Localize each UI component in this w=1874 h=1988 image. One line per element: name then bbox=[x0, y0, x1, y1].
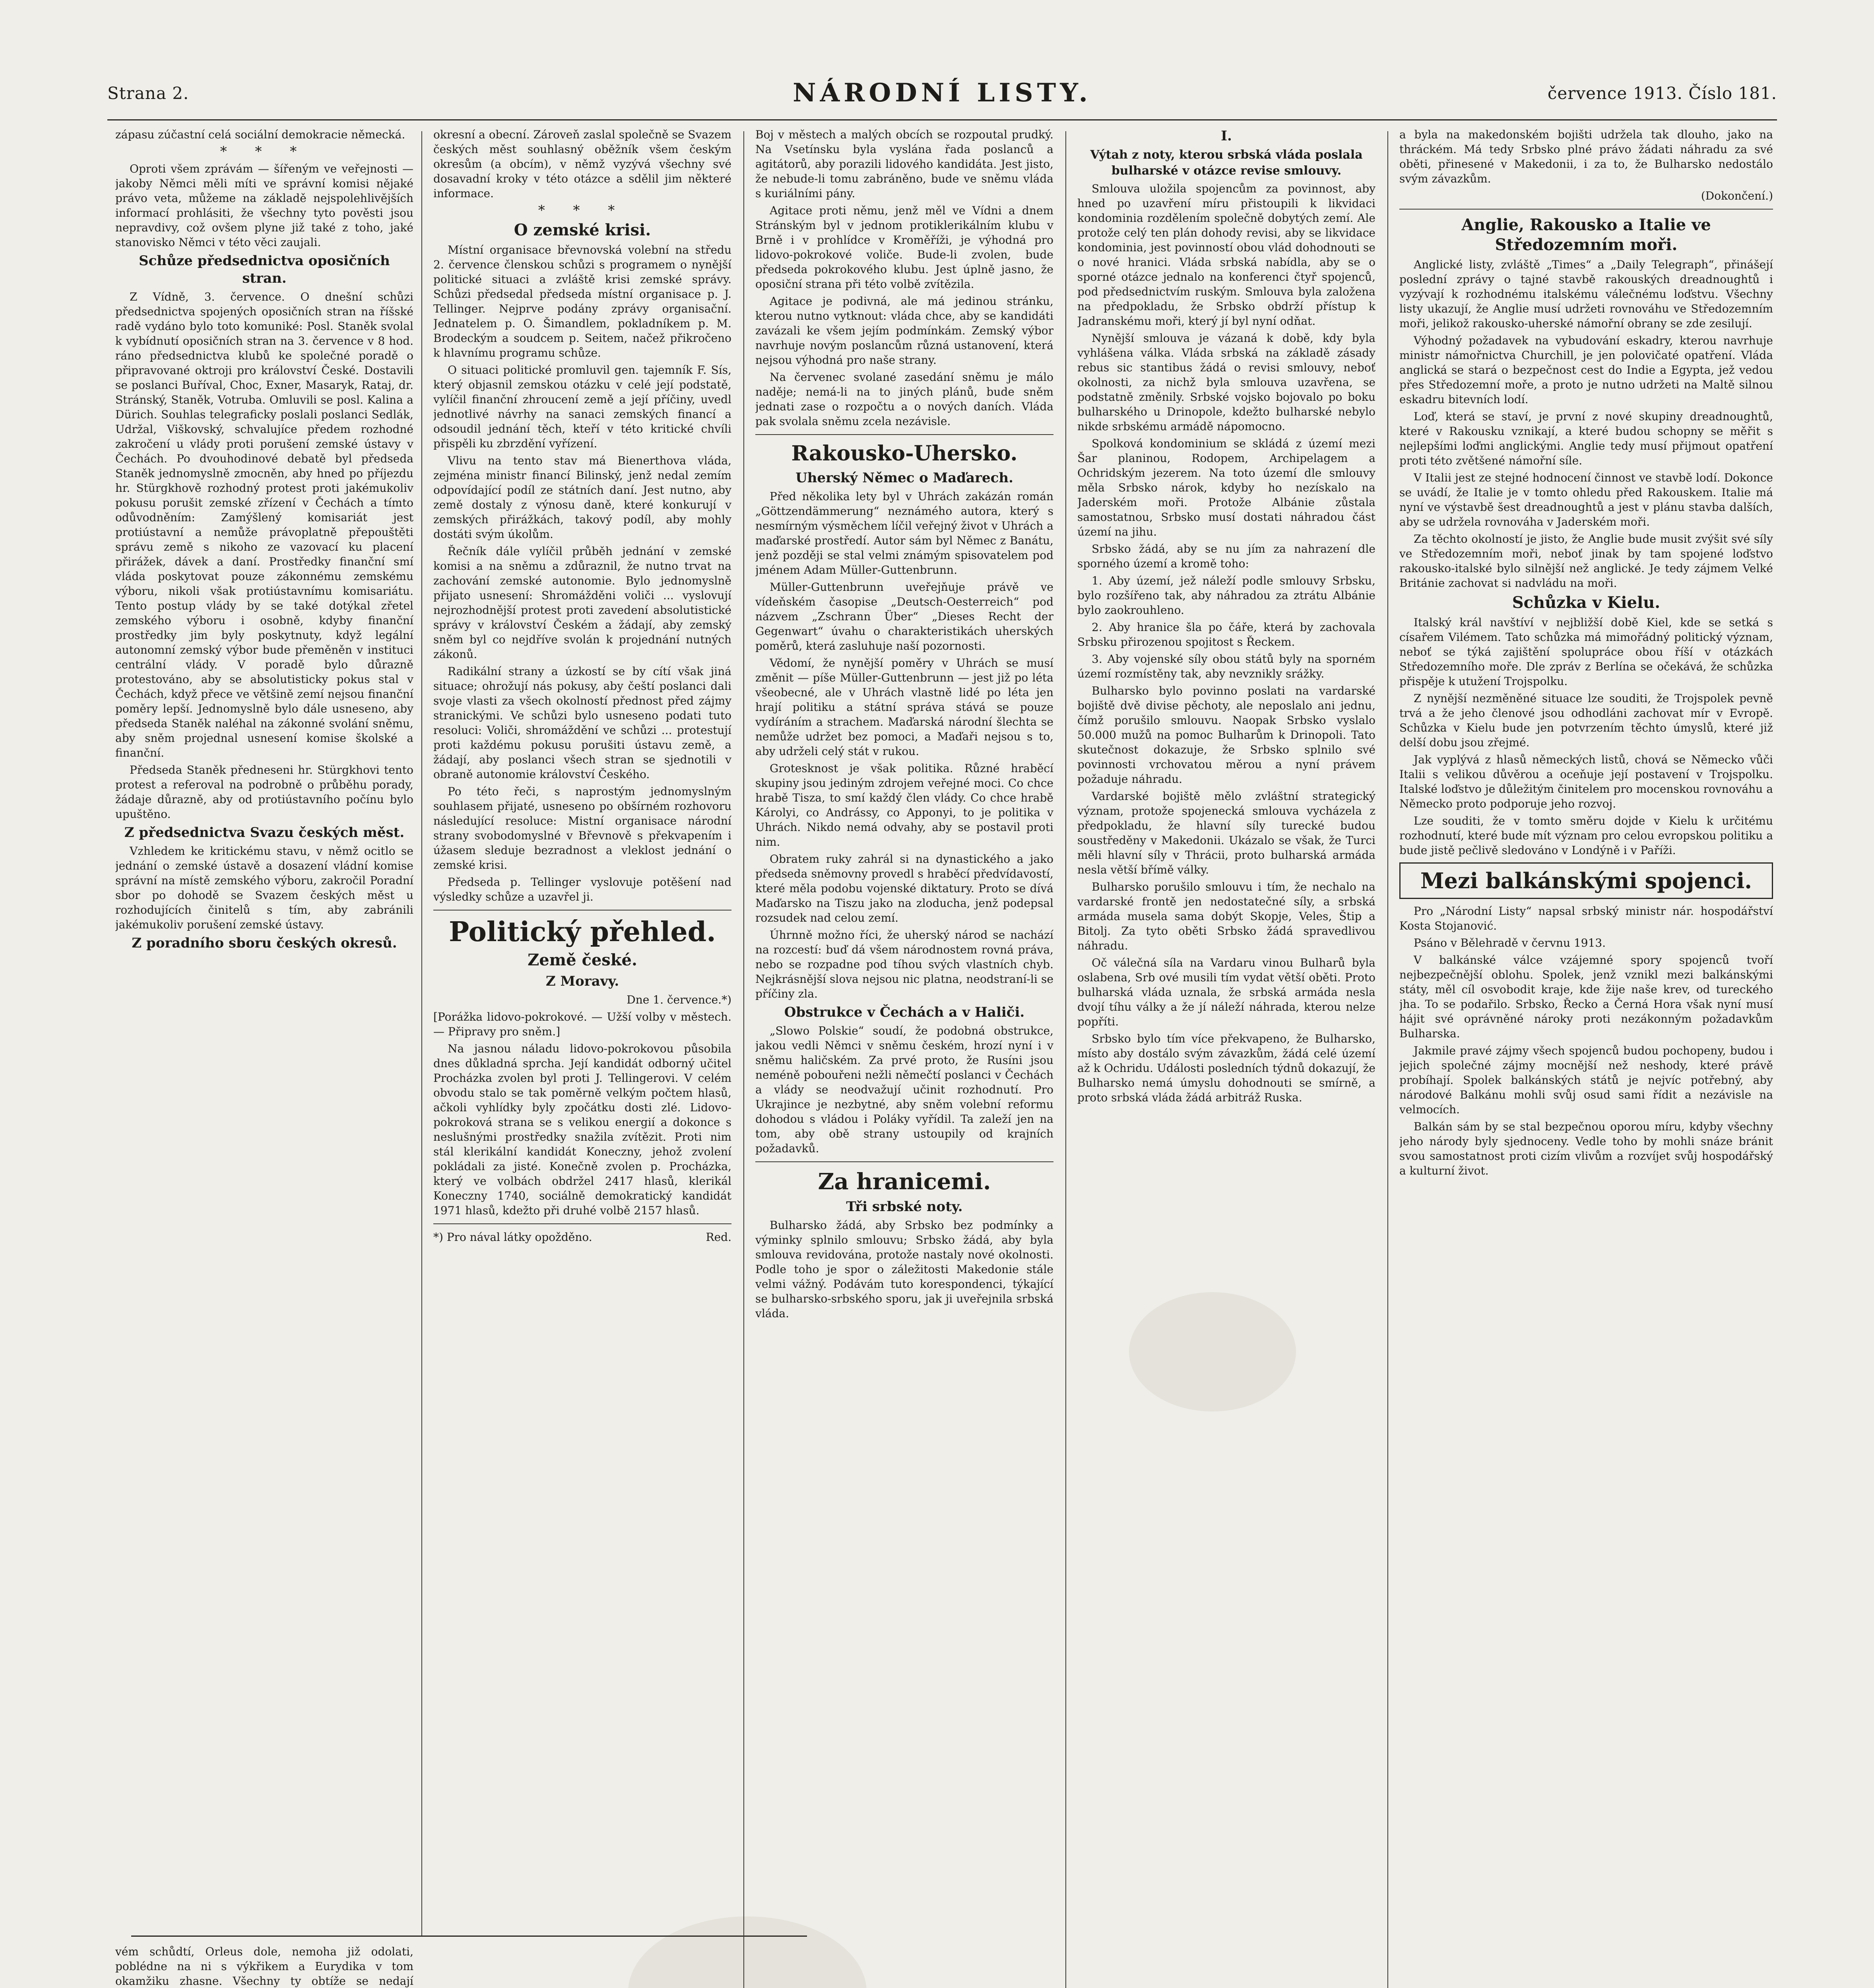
feuilleton bbox=[115, 1944, 413, 1988]
section-title: Za hranicemi. bbox=[818, 1169, 991, 1195]
footnote-text: *) Pro nával látky opožděno. bbox=[433, 1231, 592, 1244]
paragraph: Předseda Staněk předneseni hr. Stürgkhovi tento protest a referoval na podrobně o průběhu porady, žádaje důrazně, aby od protiústavního počínu bylo upuštěno. bbox=[115, 763, 413, 821]
paragraph: okresní a obecní. Zároveň zaslal společně se Svazem českých měst souhlasný oběžník všem českým okresům (a obcím), v němž vyzývá všechny své dosavadní kroky v této otázce a sdělil jim některé informace. bbox=[433, 128, 731, 200]
newspaper-title: NÁRODNÍ LISTY. bbox=[793, 78, 1092, 108]
paragraph: Balkán sám by se stal bezpečnou oporou míru, kdyby všechny jeho národy byly sjednoceny. Vedle toho by mohli snáze bránit svou samostatnost proti cizím vlivům a rozvíjet svůj hospodářský a kulturní život. bbox=[1399, 1120, 1773, 1177]
paragraph: Srbsko bylo tím více překvapeno, že Bulharsko, místo aby dostálo svým závazkům, žádá celé území až k Ochridu. Události posledních týdnů dokazují, že Bulharsko nemá úmyslu dohodnouti se smírně, a proto srbská vláda žádá arbitráž Ruska. bbox=[1077, 1032, 1375, 1104]
article-heading: Anglie, Rakousko a Italie ve Středozemním moři. bbox=[1461, 215, 1711, 254]
paragraph: Úhrnně možno říci, že uherský národ se nachází na rozcestí: buď dá všem národnostem rovná práva, nebo se rozpadne pod tíhou svých vlastních chyb. Nejkrásnější slova nejsou nic platna, neodstraní-li se příčiny zla. bbox=[755, 928, 1053, 1000]
paragraph: Oproti všem zprávám — šířeným ve veřejnosti — jakoby Němci měli míti ve správní komisi nějaké právo veta, můžeme na základě nejspolehlivějších informací prohlásiti, že všechny tyto pověsti jsou nepravdivy, což ovšem plyne již také z toho, jaké stanovisko Němci v této věci zaujali. bbox=[115, 162, 413, 249]
footnote-signature: Red. bbox=[706, 1231, 731, 1244]
column-separator bbox=[421, 131, 422, 1936]
section-rule bbox=[433, 910, 731, 911]
column-3 bbox=[755, 127, 1053, 1988]
paragraph: Oč válečná síla na Vardaru vinou Bulharů byla oslabena, Srb ové musili tím vydat větší oběti. Proto bulharská vláda uznala, že srbská armáda nesla dvojí tíhu války a že jí náleží náhrada, kterou nelze popříti. bbox=[1077, 956, 1375, 1028]
paragraph: Jakmile pravé zájmy všech spojenců budou pochopeny, budou i jejich společné zájmy mocnější než neshody, které právě probíhají. Spolek balkánských států je nejvíc potřebný, aby národové Balkánu mohli svůj osud sami řídit a nezávisle na velmocích. bbox=[1399, 1044, 1773, 1116]
dateline: Z Moravy. bbox=[545, 973, 619, 989]
paragraph: Bulharsko bylo povinno poslati na vardarské bojiště dvě divise pěchoty, ale neposlalo ani jednu, čímž porušilo smlouvu. Naopak Srbsko vyslalo 50.000 mužů na pomoc Bulharům k Drinopoli. Tato skutečnost dokazuje, že Srbsko splnilo své povinnosti vrchovatou měrou a nyní právem požaduje náhradu. bbox=[1077, 684, 1375, 786]
article-heading: Z poradního sboru českých okresů. bbox=[132, 935, 397, 951]
paragraph: Z nynější nezměněné situace lze souditi, že Trojspolek pevně trvá a že jeho členové jsou odhodláni zachovat mír v Evropě. Schůzka v Kielu bude jen potvrzením těchto úmyslů, které již delší dobu jsou zřejmé. bbox=[1399, 692, 1773, 749]
section-title: Mezi balkánskými spojenci. bbox=[1420, 868, 1752, 893]
paragraph: Předseda p. Tellinger vyslovuje potěšení nad výsledky schůze a uzavřel ji. bbox=[433, 876, 731, 903]
issue-date: července 1913. Číslo 181. bbox=[1547, 83, 1777, 103]
paragraph: V Italii jest ze stejné hodnocení činnost ve stavbě lodí. Dokonce se uvádí, že Italie je v tomto ohledu před Rakouskem. Italie má nyní ve výstavbě šest dreadnoughtů a jest v plánu stavba dalších, aby se udržela rovnováha v Jaderském moři. bbox=[1399, 471, 1773, 528]
paragraph: Výhodný požadavek na vybudování eskadry, kterou navrhuje ministr námořnictva Churchill, je jen polovičaté opatření. Vláda anglická se stará o bezpečnost cest do Indie a Egypta, jež vedou přes Středozemní moře, a proto je nutno udržeti na Maltě silnou eskadru bitevních lodí. bbox=[1399, 334, 1773, 406]
paragraph: Müller-Guttenbrunn uveřejňuje právě ve vídeňském časopise „Deutsch-Oesterreich“ pod názvem „Zschrann Über“ „Dieses Recht der Gegenwart“ úvahu o charakteristikách uherských poměrů, která zasluhuje naší pozornosti. bbox=[755, 580, 1053, 652]
paragraph: Agitace je podivná, ale má jedinou stránku, kterou nutno vytknout: vláda chce, aby se kandidáti zavázali ke všem jejím podmínkám. Zemský výbor navrhuje novým poslancům různá ustanovení, která nejsou výhodná pro naše strany. bbox=[755, 295, 1053, 367]
column-1 bbox=[115, 127, 413, 1988]
dateline-date: Dne 1. července.*) bbox=[627, 993, 731, 1006]
article-heading: Schůzka v Kielu. bbox=[1512, 593, 1661, 612]
column-separator bbox=[1065, 131, 1066, 1988]
list-item: 2. Aby hranice šla po čáře, která by zachovala Srbsku přirozenou spojitost s Řeckem. bbox=[1077, 621, 1375, 648]
column-5 bbox=[1399, 127, 1773, 1988]
paragraph: Spolková kondominium se skládá z území mezi Šar planinou, Rodopem, Archipelagem a Ochridským jezerem. Na toto území dle smlouvy měla Srbsko nárok, kdyby ho nezískalo na Jaderském moři. Protože Albánie zůstala samostatnou, Srbsko musí dostati náhradou část území na jihu. bbox=[1077, 437, 1375, 538]
paragraph: Jak vyplývá z hlasů německých listů, chová se Německo vůči Italii s velikou důvěrou a oceňuje její postavení v Trojspolku. Italské loďstvo je důležitým činitelem pro mocenskou rovnováhu a Německo proto podporuje jeho rozvoj. bbox=[1399, 753, 1773, 810]
paragraph: Srbsko žádá, aby se nu jím za nahrazení dle sporného území a kromě toho: bbox=[1077, 542, 1375, 570]
paragraph: a byla na makedonském bojišti udržela tak dlouho, jako na thráckém. Má tedy Srbsko plné právo žádati náhradu za své oběti, přinesené v Makedonii, i za to, že Bulharsko nedostálo svým závazkům. bbox=[1399, 128, 1773, 185]
paragraph: Psáno v Bělehradě v červnu 1913. bbox=[1414, 936, 1606, 949]
paragraph: Agitace proti němu, jenž měl ve Vídni a dnem Stránským byl v jednom protiklerikálním klubu v Brně i v prohlídce v Kroměříži, je výhodná pro lidovo-pokrokové voliče. Bude-li zvolen, bude předseda pokrokového klubu. Jest úplně jasno, že oposiční strana při této volbě zvítězila. bbox=[755, 204, 1053, 291]
summary-brackets: [Porážka lidovo-pokrokové. — Užší volby v městech. — Připravy pro sněm.] bbox=[433, 1010, 731, 1038]
paragraph: Italský král navštíví v nejbližší době Kiel, kde se setká s císařem Vilémem. Tato schůzka má mimořádný politický význam, neboť se týká zajištění spolupráce obou říší v otázkách Středozemního moře. Dle zpráv z Berlína se očekává, že schůzka přispěje k utužení Trojspolku. bbox=[1399, 616, 1773, 688]
paragraph: Obratem ruky zahrál si na dynastického a jako předseda sněmovny provedl s hraběcí předvídavostí, které měla podobu vojenské diktatury. Proto se dívá Maďarsko na Tiszu jako na zloducha, jenž podepsal rozsudek nad celou zemí. bbox=[755, 852, 1053, 924]
article-heading: Uherský Němec o Maďarech. bbox=[795, 470, 1013, 486]
paragraph: V balkánské válce vzájemné spory spojenců tvoří nejbezpečnější oblohu. Spolek, jenž vznikl mezi balkánskými státy, měl cíl osvobodit kraje, kde žije naše krev, od tureckého jha. To se podařilo. Srbsko, Řecko a Černá Hora však nyní musí hájit své oprávněné nároky proti nezákonným požadavkům Bulharska. bbox=[1399, 953, 1773, 1040]
paragraph: Před několika lety byl v Uhrách zakázán román „Göttzendämmerung“ neznámého autora, který s nesmírným výsměchem líčil veřejný život v Uhrách a maďarské prostředí. Autor sám byl Němec z Banátu, jenž později se stal velmi známým spisovatelem pod jménem Adam Müller-Guttenbrunn. bbox=[755, 490, 1053, 577]
paragraph: Vardarské bojiště mělo zvláštní strategický význam, protože spojenecká smlouva vycházela z předpokladu, že hlavní síly turecké budou soustředěny v Makedonii. Ukázalo se však, že Turci měli hlavní síly v Thrácii, proto bulharská armáda nesla větší břímě války. bbox=[1077, 790, 1375, 876]
paragraph: Pro „Národní Listy“ napsal srbský ministr nár. hospodářství Kosta Stojanović. bbox=[1399, 905, 1773, 932]
continuation-note: (Dokončení.) bbox=[1701, 189, 1773, 202]
feuilleton-text: vém schůdtí, Orleus dole, nemoha již odolati, poblédne na ni s výkřikem a Eurydika v tom okamžiku zhasne. Všechny ty obtíže se nedají bbox=[115, 1945, 413, 1988]
paragraph: Radikální strany a úzkostí se by cítí však jiná situace; ohrožují nás pokusy, aby čeští poslanci dali svoje vlasti za všech okolností přednost před zájmy stranickými. Ve schůzi bylo usneseno podati tuto resoluci: Voliči, shromáždění ve schůzi ... protestují proti každému pokusu porušiti ústavu země, a žádají, aby poslanci všech stran se sjednotili v obraně autonomie království Českého. bbox=[433, 665, 731, 781]
article-heading: Schůze předsednictva oposičních stran. bbox=[139, 253, 390, 286]
paragraph: Vědomí, že nynější poměry v Uhrách se musí změnit — píše Müller-Guttenbrunn — jest již po léta všeobecné, ale v Uhrách vlastně lidé po léta jen hrají politiku a státní správa stává se pouze vydíráním a strachem. Maďarská národní šlechta se nemůže udržet bez pomoci, a Maďaři nejsou s to, aby udrželi celý stát v rukou. bbox=[755, 656, 1053, 758]
article-heading: Obstrukce v Čechách a v Haliči. bbox=[784, 1004, 1025, 1020]
footnote bbox=[433, 1230, 731, 1244]
paragraph: zápasu zúčastní celá sociální demokracie německá. bbox=[115, 128, 405, 141]
section-title: Rakousko-Uhersko. bbox=[791, 441, 1018, 466]
list-item: 1. Aby území, jež náleží podle smlouvy Srbsku, bylo rozšířeno tak, aby náhradou za ztrátu Albánie bylo zaokrouhleno. bbox=[1077, 574, 1375, 617]
paragraph: Bulharsko žádá, aby Srbsko bez podmínky a výminky splnilo smlouvu; Srbsko žádá, aby byla smlouva revidována, protože nastaly nové okolnosti. Podle toho je spor o záležitosti Makedonie stále velmi vážný. Podávám tuto korespondenci, týkající se bulharsko-srbského sporu, jak ji uveřejnila srbská vláda. bbox=[755, 1219, 1053, 1320]
paragraph: Vlivu na tento stav má Bienerthova vláda, zejména ministr financí Bilinský, jenž nedal zemím odpovídající podíl ze státních daní. Jest nutno, aby země dostaly z výnosu daně, které konkurují v zemských přirážkách, takový podíl, aby mohly dostáti svým úkolům. bbox=[433, 454, 731, 541]
article-heading: O zemské krisi. bbox=[514, 221, 651, 239]
footnote-rule bbox=[433, 1223, 731, 1224]
section-title: Politický přehled. bbox=[449, 916, 716, 948]
article-subheading: Výtah z noty, kterou srbská vláda poslala bulharské v otázce revise smlouvy. bbox=[1090, 148, 1363, 178]
article-heading: I. bbox=[1221, 128, 1232, 144]
section-stars: * * * bbox=[538, 202, 627, 218]
paragraph: Vzhledem ke kritickému stavu, v němž ocitlo se jednání o zemské ústavě a dosazení vládní komise správní na místě zemského výboru, zakročil Poradní sbor po dohodě se Svazem českých měst u rozhodujících činitelů s tím, aby zabránili jakémukoliv porušení zemské ústavy. bbox=[115, 845, 413, 931]
paragraph: „Slowo Polskie“ soudí, že podobná obstrukce, jakou vedli Němci v sněmu českém, hrozí nyní i v sněmu haličském. Za prvé proto, že Rusíni jsou neméně pobouřeni nežli němečtí poslanci v Čechách a vlády se neodvažují učinit rozhodnutí. Pro Ukrajince je nezbytné, aby sněm volební reformu dohodou s vládou i Poláky vyřídil. Ta zaleží jen na tom, aby obě strany ustoupily od krajních požadavků. bbox=[755, 1024, 1053, 1155]
header-rule bbox=[107, 119, 1777, 120]
paragraph: Na červenec svolané zasedání sněmu je málo naděje; nemá-li na to jiných plánů, bude sněm jednati zase o rozpočtu a o nových daních. Vláda pak svolala sněmu zcela nezávisle. bbox=[755, 371, 1053, 428]
article-heading: Tři srbské noty. bbox=[846, 1199, 963, 1215]
column-4 bbox=[1077, 127, 1375, 1988]
paragraph: Bulharsko porušilo smlouvu i tím, že nechalo na vardarské frontě jen nedostatečné síly, a srbská armáda musela sama dobýt Skopje, Veles, Štip a Bitolj. Za tyto oběti Srbsko žádá spravedlivou náhradu. bbox=[1077, 880, 1375, 952]
column-2 bbox=[433, 127, 731, 1988]
page-number: Strana 2. bbox=[107, 83, 189, 103]
article-heading: Z předsednictva Svazu českých měst. bbox=[124, 825, 405, 841]
section-rule bbox=[755, 434, 1053, 435]
paragraph: Nynější smlouva je vázaná k době, kdy byla vyhlášena válka. Vláda srbská na základě zásady rebus sic stantibus žádá o revisi smlouvy, neboť okolnosti, za nichž byla smlouva uzavřena, se podstatně změnily. Srbské vojsko bojovalo po boku bulharského u Drinopole, kdežto bulharské nebylo nikde srbskému armádě nápomocno. bbox=[1077, 332, 1375, 433]
paragraph: Místní organisace břevnovská volební na středu 2. července členskou schůzi s programem o nynější politické situaci a zvláště krisi zemské správy. Schůzi předsedal předseda místní organisace p. J. Tellinger. Nejprve podány zprávy organisační. Jednatelem p. O. Šimandlem, pokladníkem p. M. Brodeckým a soudcem p. Seitem, načež přikročeno k hlavnímu programu schůze. bbox=[433, 243, 731, 359]
paragraph: Řečník dále vylíčil průběh jednání v zemské komisi a na sněmu a zdůraznil, že nutno trvat na zachování zemské autonomie. Bylo jednomyslně přijato usnesení: Shromážděni voliči ... vyslovují nejrozhodnější protest proti zavedení absolutistické správy v království Českém a žádají, aby zemský sněm byl co nejdříve svolán k projednání nutných zákonů. bbox=[433, 545, 731, 661]
section-rule bbox=[755, 1161, 1053, 1162]
list-item: 3. Aby vojenské síly obou států byly na sporném území rozmístěny tak, aby nevznikly srážky. bbox=[1077, 652, 1375, 680]
column-separator bbox=[1387, 131, 1388, 1988]
section-rule bbox=[1399, 209, 1773, 210]
paragraph: Anglické listy, zvláště „Times“ a „Daily Telegraph“, přinášejí poslední zprávy o tajné stavbě rakouských dreadnoughtů i vyzývají k rozhodnému italskému válečnému loďstvu. Všechny listy ukazují, že Anglie musí udržeti rovnováhu ve Středozemním moři, jelikož rakousko-uherské námořní obrany se zde zesilují. bbox=[1399, 258, 1773, 330]
paragraph: Smlouva uložila spojencům za povinnost, aby hned po uzavření míru přistoupili k likvidaci kondominia rozdělením společně dobytých zemí. Ale protože celý ten plán dohody revisi, aby se likvidace kondominia, jest povinností obou vlád dohodnouti se o nové hranici. Vláda srbská nabídla, aby se o sporné otázce jednalo na konferenci čtyř spojenců, pod předsednictvím ruským. Smlouva byla založena na předpokladu, že Srbsko obdrží přístup k Jadranskému moři, který jí byl nyní odňat. bbox=[1077, 182, 1375, 328]
paragraph: Z Vídně, 3. července. O dnešní schůzi předsednictva spojených oposičních stran na říšské radě vydáno bylo toto komuniké: Posl. Staněk svolal k vybídnutí oposičních stran na 3. července v 8 hod. ráno předsednictva klubů ke společné poradě o připravované oktroji pro království České. Dostavili se poslanci Buříval, Choc, Exner, Masaryk, Rataj, dr. Stránský, Staněk, Votruba. Omluvili se posl. Kalina a Dürich. Souhlas telegraficky poslali poslanci Sedlák, Udržal, Viškovský, schvalujíce předem rozhodné zakročení u vlády proti porušení zemské ústavy v Čechách. Po dvouhodinové debatě byl předseda Staněk jednomyslně zmocněn, aby hned po příjezdu hr. Stürgkhově rozhodný protest proti jakémukoliv pokusu porušit zemské zřízení v Čechách a tímto odůvodněním: Zamýšlený komisariát jest protiústavní a nemůže právoplatně přepouštěti správu země s nikoho ze vazovací ku placení přirážek, dávek a daní. Prostředky finanční smí vláda poskytovat pouze zákonnému zemskému výboru, nikoli však protiústavnímu komisariátu. Tento postup vlády by se také dotýkal zřetel zemského výboru i osobně, kdyby finanční prostředky jim byly poskytnuty, když legální autonomní zemský výbor bude přeměněn v instituci centrální vlády. V poradě bylo důrazně protestováno, aby se absolutisticky pokus stal v Čechách, když přece ve většině zemí nejsou finanční poměry lepší. Jednomyslně bylo dále usneseno, aby předseda Staněk naléhal na zákonné svolání sněmu, aby sněm projednal usnesení komise školské a finanční. bbox=[115, 290, 413, 759]
section-stars: * * * bbox=[220, 144, 309, 159]
paragraph: Na jasnou náladu lidovo-pokrokovou působila dnes důkladná sprcha. Její kandidát odborný učitel Procházka zvolen byl proti J. Tellingerovi. V celém obvodu stalo se tak poměrně velkým počtem hlasů, ačkoli vyhlídky byly zpočátku dosti zlé. Lidovo-pokroková strana se s velikou energií a dokonce s neslušnými prostředky snažila zvítězit. Proti nim stál klerikální kandidát Koneczny, jehož zvolení pokládali za jisté. Konečně zvolen p. Procházka, který ve volbách obdržel 2417 hlasů, klerikál Koneczny 1740, sociálně demokratický kandidát 1971 hlasů, kdežto při druhé volbě 2157 hlasů. bbox=[433, 1042, 731, 1217]
paragraph: Po této řeči, s naprostým jednomyslným souhlasem přijaté, usneseno po obšírném rozhovoru následující resoluce: Mistní organisace národní strany svobodomyslné v Břevnově s překvapením i úžasem sleduje bezradnost a vleklost jednání o zemské krisi. bbox=[433, 785, 731, 872]
paragraph: O situaci politické promluvil gen. tajemník F. Sís, který objasnil zemskou otázku v celé její podstatě, vylíčil finanční zhroucení země a její příčiny, uvedl jednotlivé návrhy na sanaci zemských financí a odsoudil jednání těch, kteří v této kritické chvíli přispěli ku zbrzdění vyřízení. bbox=[433, 363, 731, 450]
boxed-section-title bbox=[1399, 862, 1773, 899]
paragraph: Grotesknost je však politika. Různé hraběcí skupiny jsou jediným zdrojem veřejné moci. Co chce hrabě Tisza, to smí každý člen vlády. Co chce hrabě Károlyi, co Andrássy, co Apponyi, to je politika v Uhrách. Nikdo nemá odvahy, aby se postavil proti nim. bbox=[755, 762, 1053, 848]
paragraph: Boj v městech a malých obcích se rozpoutal prudký. Na Vsetínsku byla vyslána řada poslanců a agitátorů, aby porazili lidového kandidáta. Jest jisto, že nebude-li tomu zabráněno, bude ve sněmu vláda s kuriálními pány. bbox=[755, 128, 1053, 200]
section-subtitle: Země české. bbox=[528, 951, 637, 969]
column-separator bbox=[743, 131, 744, 1988]
paragraph: Za těchto okolností je jisto, že Anglie bude musit zvýšit své síly ve Středozemním moři, neboť jinak by tam spojené loďstvo rakousko-italské bylo silnější než anglické. Je tedy zájmem Velké Británie zachovat si nadvládu na moři. bbox=[1399, 532, 1773, 590]
paragraph: Lze souditi, že v tomto směru dojde v Kielu k určitému rozhodnutí, které bude mít význam pro celou evropskou politiku a bude jistě pečlivě sledováno v Londýně i v Paříži. bbox=[1399, 814, 1773, 857]
paragraph: Loď, která se staví, je první z nové skupiny dreadnoughtů, které v Rakousku vznikají, a které budou schopny se měřit s nejlepšími loďmi anglickými. Anglie tedy musí přijmout opatření proti této zvětšené námořní síle. bbox=[1399, 410, 1773, 467]
